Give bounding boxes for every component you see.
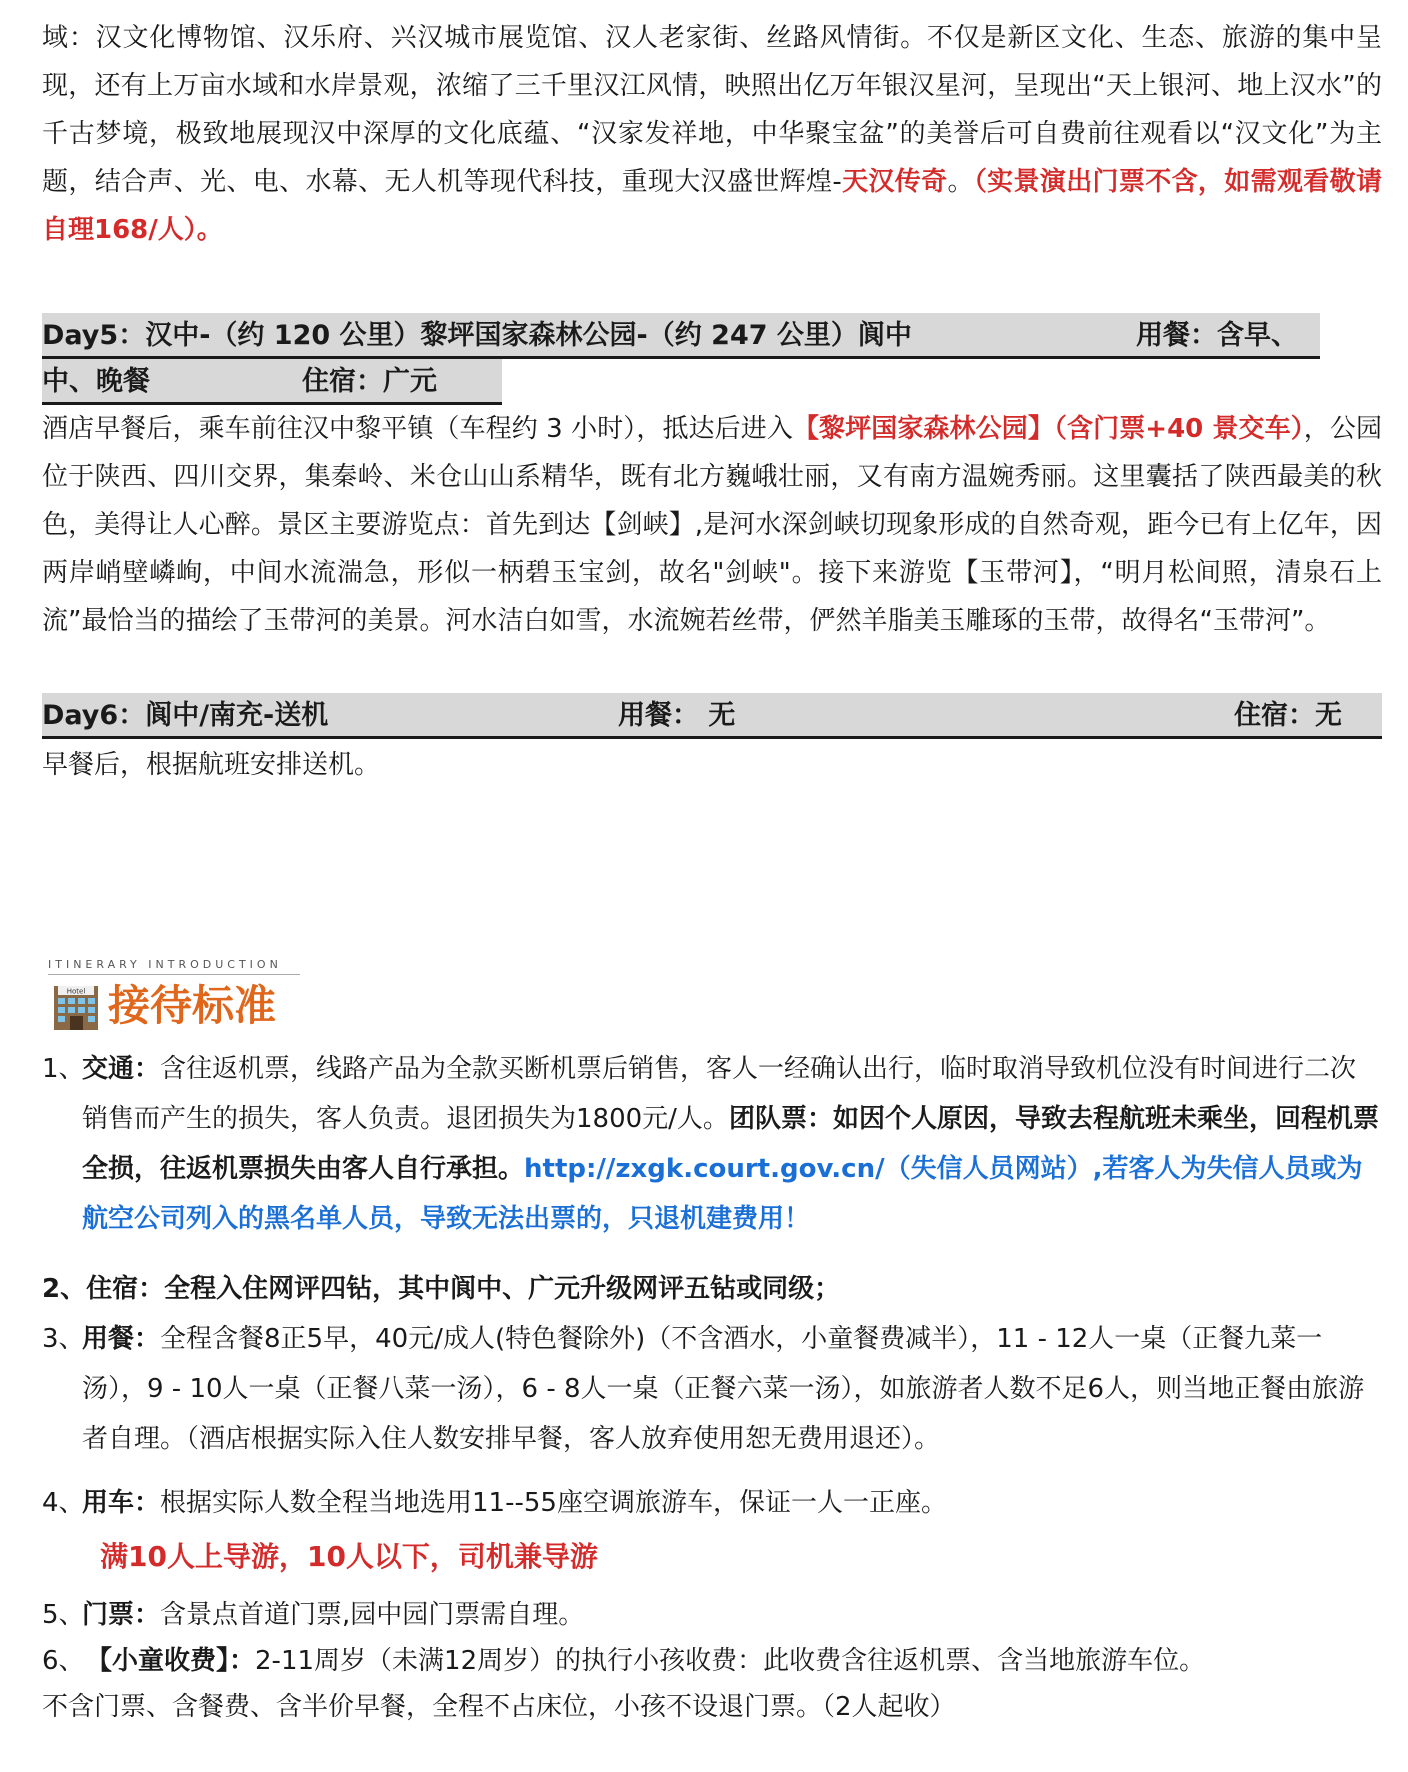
- day6-text: 早餐后，根据航班安排送机。: [42, 750, 381, 780]
- item-label: 交通：: [82, 1054, 161, 1084]
- section-title: 接待标准: [108, 981, 277, 1030]
- item-text: 全程含餐8正5早，40元/成人(特色餐除外)（不含酒水，小童餐费减半），11 - 12人一桌（正餐九菜一汤），9 - 10人一桌（正餐八菜一汤），6 - 8人一桌（正餐六菜一汤），如旅游者人数不足6人，则当地正餐由旅游者自理。（酒店根据实际入住人数安排早餐，客人放弃使用恕无费用退还）。: [82, 1324, 1365, 1454]
- day6-route: Day6：阆中/南充-送机: [42, 700, 329, 731]
- item-number: 6、: [42, 1646, 85, 1676]
- day6-header: [42, 693, 1382, 739]
- day5-park-name: 【黎坪国家森林公园】（含门票+40 景交车）: [792, 414, 1304, 444]
- day5-paragraph: [42, 405, 1382, 645]
- item-body: [82, 1314, 1382, 1464]
- standard-item-meals: [42, 1314, 1382, 1470]
- day6-stay: 住宿：无: [1234, 700, 1342, 731]
- item-text: 含往返机票，线路产品为全款买断机票后销售，客人一经确认出行，临时取消导致机位没有时间进行二次销售而产生的损失，客人负责。退团损失为1800元/人。: [82, 1054, 1357, 1134]
- intro-show-name: 天汉传奇: [841, 167, 948, 197]
- group-ticket-note: 团队票：如因个人原因，导致去程航班未乘坐，回程机票全损，往返机票损失由客人自行承担。: [82, 1104, 1379, 1184]
- intro-punct: 。: [947, 167, 974, 197]
- intro-text: 域：汉文化博物馆、汉乐府、兴汉城市展览馆、汉人老家街、丝路风情街。不仅是新区文化、生态、旅游的集中呈现，还有上万亩水域和水岸景观，浓缩了三千里汉江风情，映照出亿万年银汉星河，呈现出“天上银河、地上汉水”的千古梦境，极致地展现汉中深厚的文化底蕴、“汉家发祥地，中华聚宝盆”的美誉后可自费前往观看以“汉文化”为主题，结合声、光、电、水幕、无人机等现代科技，重现大汉盛世辉煌-: [42, 23, 1382, 197]
- item-number: 3、: [42, 1324, 85, 1354]
- day5-header-cont: [42, 359, 502, 405]
- day5-header: [42, 313, 1320, 359]
- day6-paragraph: [42, 741, 1382, 789]
- section-divider: [48, 974, 300, 975]
- day5-route: Day5：汉中-（约 120 公里）黎坪国家森林公园-（约 247 公里）阆中: [42, 320, 912, 351]
- item-number: 4、: [42, 1488, 85, 1518]
- credit-site-link[interactable]: http://zxgk.court.gov.cn/（失信人员网站）,若客人为失信人员或为航空公司列入的黑名单人员，导致无法出票的，只退机建费用！: [82, 1154, 1363, 1234]
- day6-meal: 用餐： 无: [618, 700, 736, 731]
- item-label: 门票：: [82, 1600, 161, 1630]
- item-text: 根据实际人数全程当地选用11--55座空调旅游车，保证一人一正座。: [160, 1488, 947, 1518]
- item-body: [86, 1636, 1382, 1686]
- item-label: 用餐：: [82, 1324, 161, 1354]
- section-subtitle: ITINERARY INTRODUCTION: [48, 958, 282, 971]
- day5-meal: 用餐：含早、: [1136, 320, 1298, 351]
- standard-item-lodging: [42, 1264, 1382, 1314]
- intro-paragraph: [42, 14, 1382, 254]
- hotel-icon: [48, 982, 104, 1032]
- item-text: 含景点首道门票,园中园门票需自理。: [160, 1600, 585, 1630]
- intro-ticket-note: （实景演出门票不含，如需观看敬请自理168/人）。: [42, 167, 1382, 245]
- day5-meal-cont: 中、晚餐: [42, 366, 150, 397]
- child-fee-continuation: 不含门票、含餐费、含半价早餐，全程不占床位，小孩不设退门票。（2人起收）: [42, 1692, 956, 1722]
- hotel-icon-label: Hotel: [66, 987, 86, 996]
- item-label: 【小童收费】：: [86, 1646, 256, 1676]
- item-body: [82, 1478, 1382, 1528]
- standard-item-transport: [42, 1044, 1382, 1254]
- item-number: 1、: [42, 1054, 85, 1084]
- day5-stay: 住宿：广元: [302, 366, 437, 397]
- item-number: 5、: [42, 1600, 85, 1630]
- item-body: [82, 1044, 1382, 1244]
- item-body: [82, 1590, 1382, 1640]
- item-text: 2、住宿：全程入住网评四钻，其中阆中、广元升级网评五钻或同级；: [42, 1274, 841, 1304]
- item-label: 用车：: [82, 1488, 161, 1518]
- day5-text: 酒店早餐后，乘车前往汉中黎平镇（车程约 3 小时），抵达后进入: [42, 414, 793, 444]
- day5-text-cont: ，公园位于陕西、四川交界，集秦岭、米仓山山系精华，既有北方巍峨壮丽，又有南方温婉秀丽。这里囊括了陕西最美的秋色，美得让人心醉。景区主要游览点：首先到达【剑峡】,是河水深剑峡切现象形成的自然奇观，距今已有上亿年，因两岸峭壁嶙峋，中间水流湍急，形似一柄碧玉宝剑，故名"剑峡"。接下来游览【玉带河】，“明月松间照，清泉石上流”最恰当的描绘了玉带河的美景。河水洁白如雪，水流婉若丝带，俨然羊脂美玉雕琢的玉带，故得名“玉带河”。: [42, 414, 1382, 636]
- guide-note: 满10人上导游，10人以下，司机兼导游: [100, 1540, 598, 1573]
- item-text: 2-11周岁（未满12周岁）的执行小孩收费：此收费含往返机票、含当地旅游车位。: [255, 1646, 1206, 1676]
